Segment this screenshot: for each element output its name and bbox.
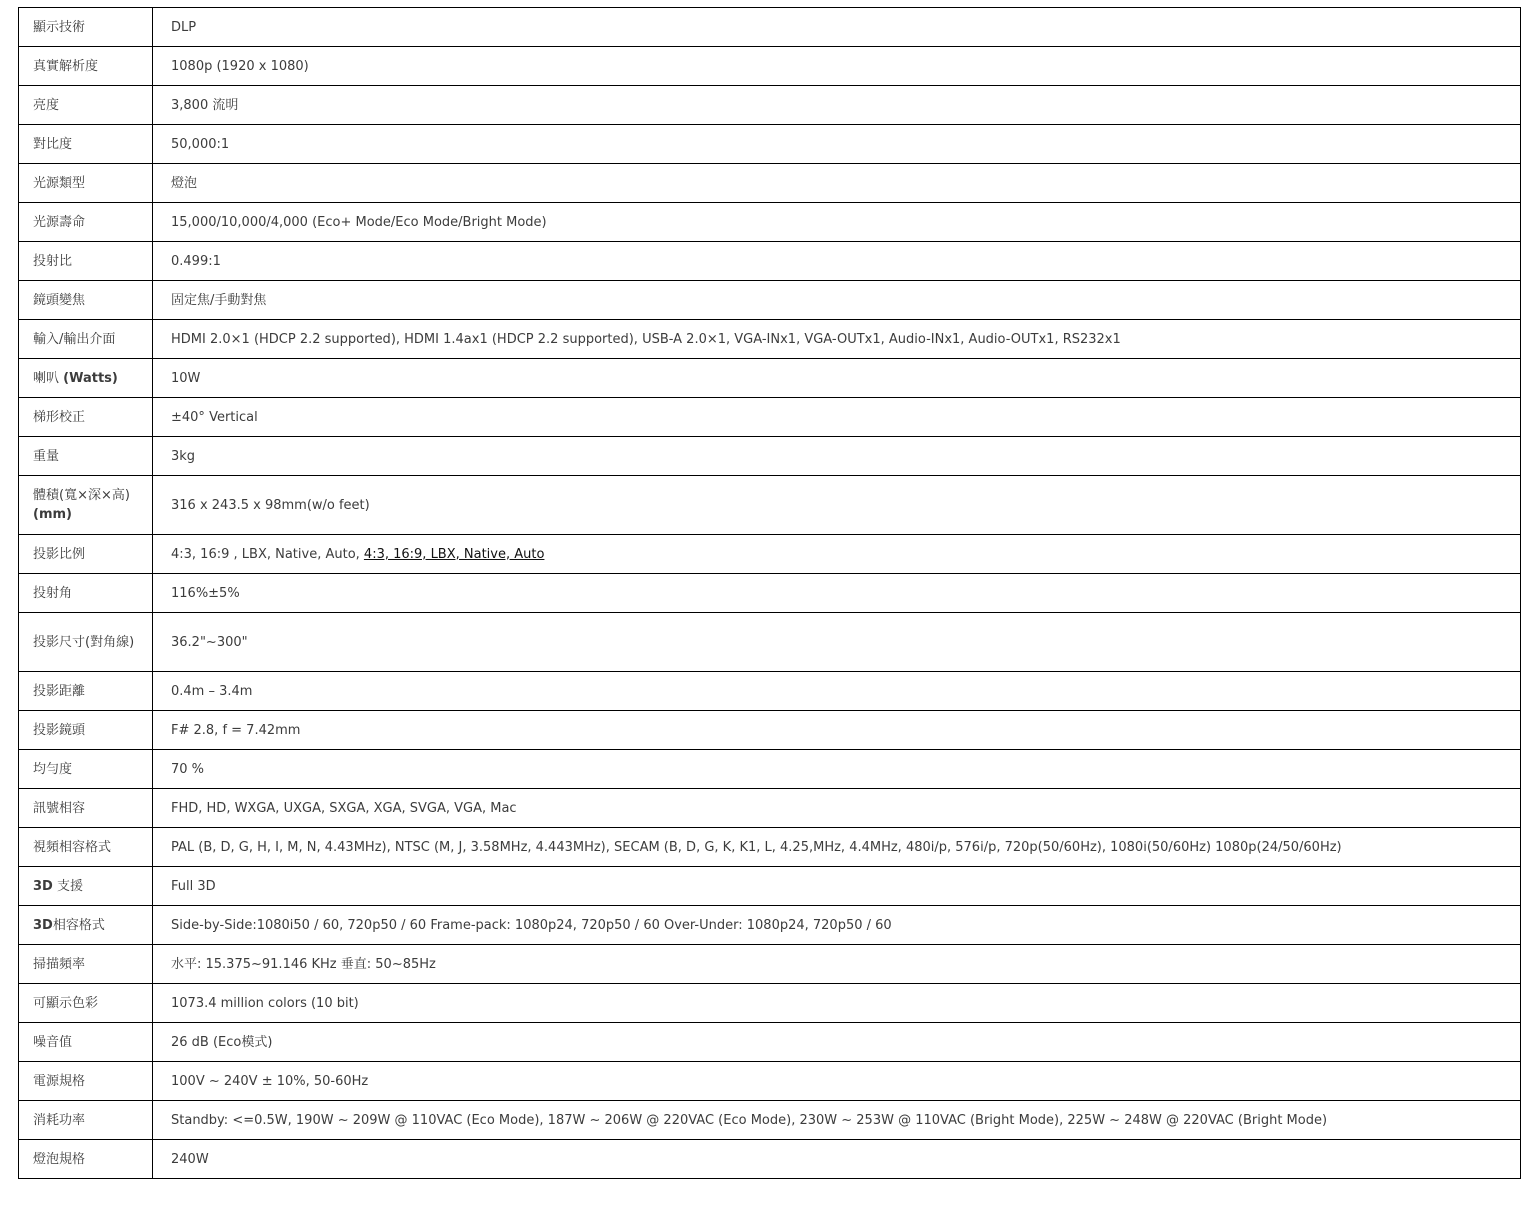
spec-key: 顯示技術 (19, 8, 153, 47)
spec-value: 水平: 15.375~91.146 KHz 垂直: 50~85Hz (153, 945, 1521, 984)
spec-key: 梯形校正 (19, 398, 153, 437)
spec-key (19, 906, 153, 945)
spec-value: 116%±5% (153, 574, 1521, 613)
spec-key: 投影比例 (19, 535, 153, 574)
table-row (19, 359, 1521, 398)
spec-value: 70 % (153, 750, 1521, 789)
spec-value-text: 4:3, 16:9 , LBX, Native, Auto, (171, 546, 364, 562)
table-row (19, 86, 1521, 125)
spec-value: 0.4m – 3.4m (153, 672, 1521, 711)
spec-value: FHD, HD, WXGA, UXGA, SXGA, XGA, SVGA, VGA, Mac (153, 789, 1521, 828)
spec-key: 燈泡規格 (19, 1140, 153, 1179)
spec-value: 240W (153, 1140, 1521, 1179)
table-row (19, 574, 1521, 613)
spec-key: 投射角 (19, 574, 153, 613)
spec-value: PAL (B, D, G, H, I, M, N, 4.43MHz), NTSC (M, J, 3.58MHz, 4.443MHz), SECAM (B, D, G, K, K1, L, 4.25,MHz, 4.4MHz, 480i/p, 576i/p, 720p(50/60Hz), 1080i(50/60Hz) 1080p(24/50/60Hz) (153, 828, 1521, 867)
spec-value: 15,000/10,000/4,000 (Eco+ Mode/Eco Mode/Bright Mode) (153, 203, 1521, 242)
spec-key: 投影鏡頭 (19, 711, 153, 750)
table-row (19, 476, 1521, 535)
spec-key: 光源類型 (19, 164, 153, 203)
table-row (19, 711, 1521, 750)
table-row (19, 398, 1521, 437)
spec-value: 316 x 243.5 x 98mm(w/o feet) (153, 476, 1521, 535)
spec-key: 鏡頭變焦 (19, 281, 153, 320)
spec-value: 燈泡 (153, 164, 1521, 203)
table-row (19, 906, 1521, 945)
spec-value: 50,000:1 (153, 125, 1521, 164)
spec-key (19, 476, 153, 535)
spec-key-text: 相容格式 (52, 917, 105, 933)
spec-key: 真實解析度 (19, 47, 153, 86)
spec-key-3d: 3D (33, 917, 53, 933)
spec-key-text: 支援 (52, 878, 83, 894)
table-row (19, 125, 1521, 164)
spec-value: 1073.4 million colors (10 bit) (153, 984, 1521, 1023)
spec-key: 噪音值 (19, 1023, 153, 1062)
spec-value: 3,800 流明 (153, 86, 1521, 125)
spec-key: 對比度 (19, 125, 153, 164)
table-row (19, 789, 1521, 828)
spec-key: 投射比 (19, 242, 153, 281)
spec-value: 10W (153, 359, 1521, 398)
table-row (19, 984, 1521, 1023)
spec-key-unit: (mm) (33, 507, 72, 522)
table-row (19, 203, 1521, 242)
spec-table (18, 7, 1521, 1179)
spec-key: 均勻度 (19, 750, 153, 789)
table-row (19, 1101, 1521, 1140)
spec-key: 電源規格 (19, 1062, 153, 1101)
spec-value: 36.2"~300" (153, 613, 1521, 672)
spec-key-text: 喇叭 (33, 370, 64, 386)
spec-key-unit: (Watts) (63, 370, 118, 386)
table-row (19, 945, 1521, 984)
aspect-ratio-link[interactable]: 4:3, 16:9, LBX, Native, Auto (363, 546, 545, 562)
spec-key: 掃描頻率 (19, 945, 153, 984)
table-row (19, 281, 1521, 320)
spec-key: 光源壽命 (19, 203, 153, 242)
spec-value: 26 dB (Eco模式) (153, 1023, 1521, 1062)
spec-value: DLP (153, 8, 1521, 47)
spec-key (19, 359, 153, 398)
spec-key-3d: 3D (33, 878, 53, 894)
spec-key: 可顯示色彩 (19, 984, 153, 1023)
spec-value: Standby: <=0.5W, 190W ~ 209W @ 110VAC (Eco Mode), 187W ~ 206W @ 220VAC (Eco Mode), 230W ~ 253W @ 110VAC (Bright Mode), 225W ~ 248W @ 220VAC (Bright Mode) (153, 1101, 1521, 1140)
spec-value: 3kg (153, 437, 1521, 476)
table-row (19, 1140, 1521, 1179)
spec-key (19, 867, 153, 906)
spec-key: 視頻相容格式 (19, 828, 153, 867)
table-row (19, 47, 1521, 86)
spec-value: 1080p (1920 x 1080) (153, 47, 1521, 86)
spec-key: 輸入/輸出介面 (19, 320, 153, 359)
table-row (19, 437, 1521, 476)
table-row (19, 8, 1521, 47)
table-row (19, 672, 1521, 711)
table-row (19, 828, 1521, 867)
table-row (19, 535, 1521, 574)
spec-key: 重量 (19, 437, 153, 476)
spec-value: HDMI 2.0×1 (HDCP 2.2 supported), HDMI 1.4ax1 (HDCP 2.2 supported), USB-A 2.0×1, VGA-INx1, VGA-OUTx1, Audio-INx1, Audio-OUTx1, RS232x1 (153, 320, 1521, 359)
table-row (19, 1062, 1521, 1101)
table-row (19, 320, 1521, 359)
spec-key: 投影尺寸(對角線) (19, 613, 153, 672)
table-row (19, 164, 1521, 203)
spec-value: 0.499:1 (153, 242, 1521, 281)
spec-value: 100V ~ 240V ± 10%, 50-60Hz (153, 1062, 1521, 1101)
spec-value: Full 3D (153, 867, 1521, 906)
spec-key: 訊號相容 (19, 789, 153, 828)
spec-value: 固定焦/手動對焦 (153, 281, 1521, 320)
spec-value: Side-by-Side:1080i50 / 60, 720p50 / 60 Frame-pack: 1080p24, 720p50 / 60 Over-Under: 1080p24, 720p50 / 60 (153, 906, 1521, 945)
spec-value (153, 535, 1521, 574)
table-row (19, 613, 1521, 672)
table-row (19, 867, 1521, 906)
spec-key: 投影距離 (19, 672, 153, 711)
spec-key: 消耗功率 (19, 1101, 153, 1140)
spec-key: 亮度 (19, 86, 153, 125)
table-row (19, 750, 1521, 789)
table-row (19, 1023, 1521, 1062)
spec-value: ±40° Vertical (153, 398, 1521, 437)
spec-key-text: 體積(寬×深×高) (33, 488, 130, 503)
table-row (19, 242, 1521, 281)
spec-value: F# 2.8, f = 7.42mm (153, 711, 1521, 750)
